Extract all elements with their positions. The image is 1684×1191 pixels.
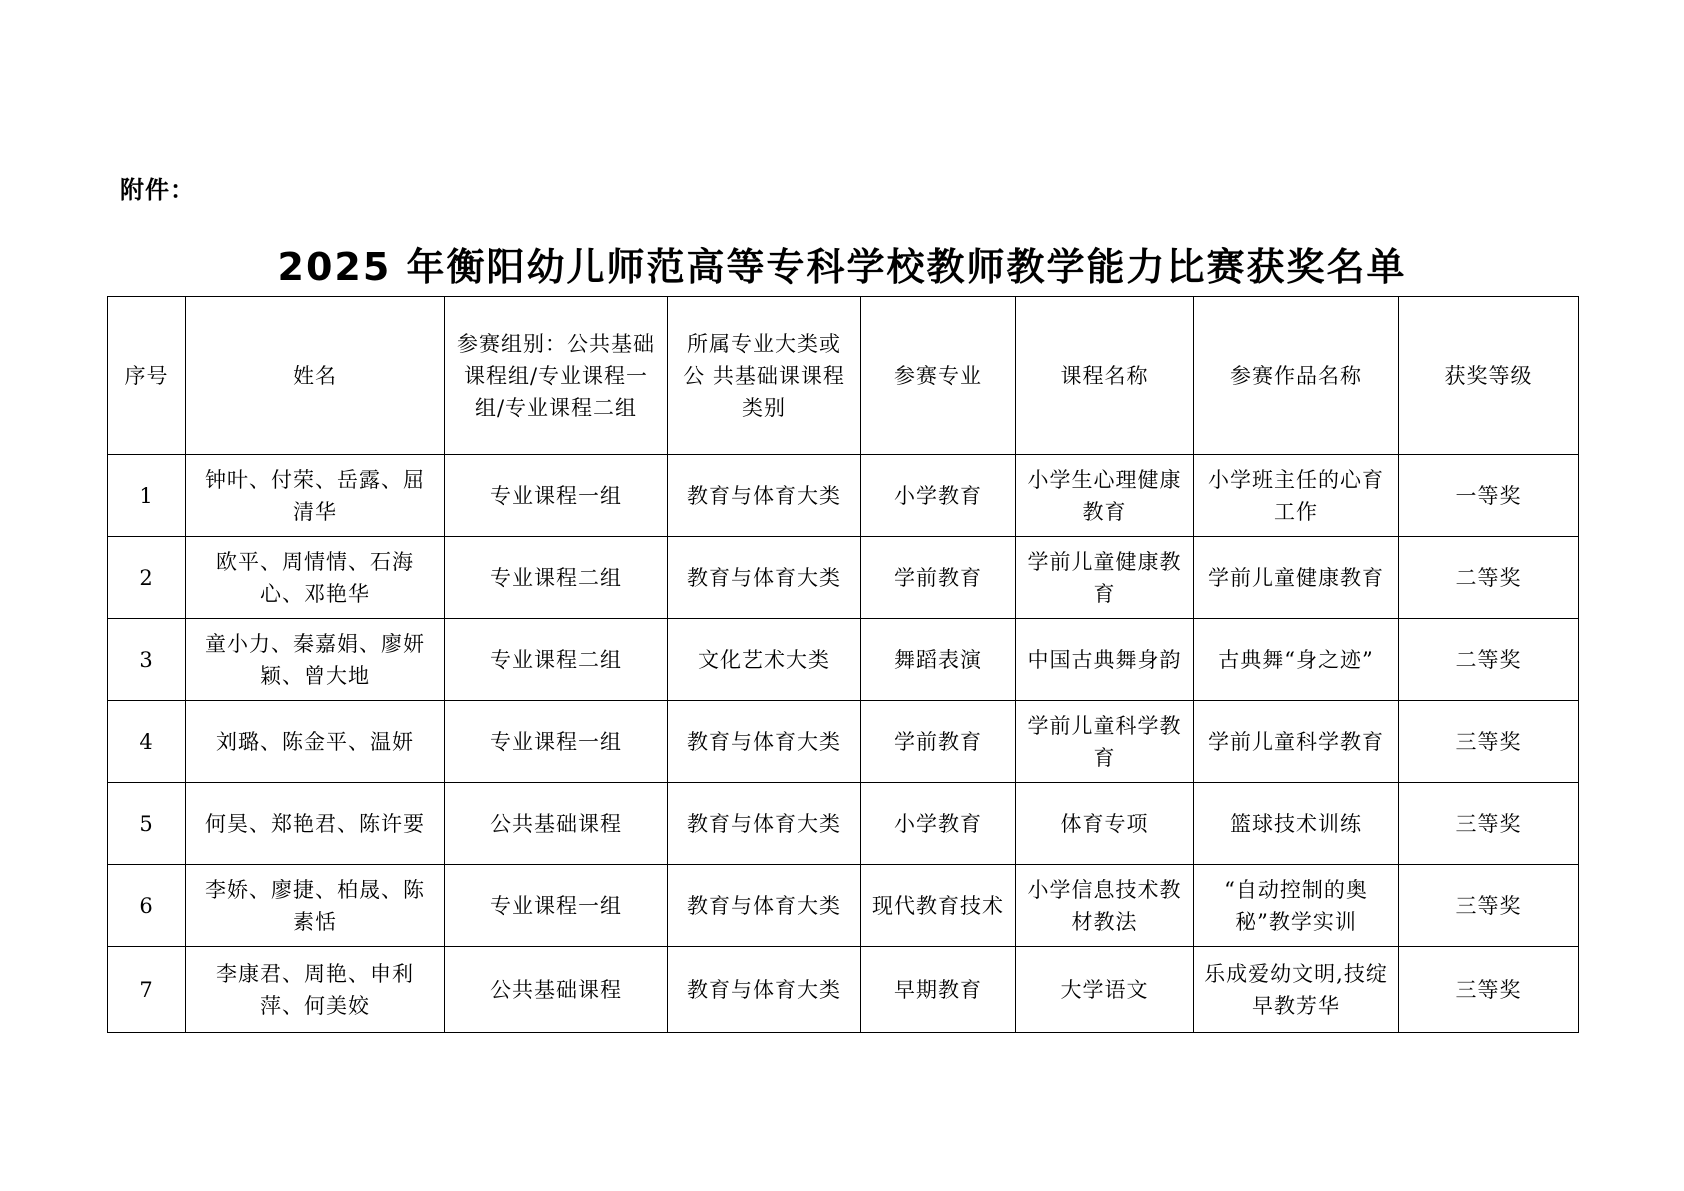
cell-names: 李康君、周艳、申利萍、何美姣 xyxy=(186,947,445,1033)
attachment-label: 附件： xyxy=(120,176,195,204)
cell-group: 公共基础课程 xyxy=(445,947,668,1033)
cell-group: 专业课程一组 xyxy=(445,701,668,783)
cell-award: 三等奖 xyxy=(1399,865,1579,947)
cell-work: 小学班主任的心育工作 xyxy=(1194,455,1399,537)
cell-names: 李娇、廖捷、柏晟、陈素恬 xyxy=(186,865,445,947)
cell-group: 专业课程一组 xyxy=(445,455,668,537)
table-row xyxy=(108,455,1579,537)
cell-names: 童小力、秦嘉娟、廖妍颖、曾大地 xyxy=(186,619,445,701)
awards-table xyxy=(107,296,1579,1033)
cell-major: 早期教育 xyxy=(861,947,1016,1033)
table-row xyxy=(108,619,1579,701)
table-row xyxy=(108,865,1579,947)
table-header-row xyxy=(108,297,1579,455)
cell-work: “自动控制的奥秘”教学实训 xyxy=(1194,865,1399,947)
cell-seq: 5 xyxy=(108,783,186,865)
cell-seq: 6 xyxy=(108,865,186,947)
cell-category: 教育与体育大类 xyxy=(668,783,861,865)
table-row xyxy=(108,701,1579,783)
header-cell-award: 获奖等级 xyxy=(1399,297,1579,455)
cell-course: 中国古典舞身韵 xyxy=(1016,619,1194,701)
cell-work: 学前儿童科学教育 xyxy=(1194,701,1399,783)
cell-course: 学前儿童健康教育 xyxy=(1016,537,1194,619)
cell-major: 学前教育 xyxy=(861,701,1016,783)
cell-seq: 1 xyxy=(108,455,186,537)
cell-course: 小学信息技术教材教法 xyxy=(1016,865,1194,947)
cell-course: 学前儿童科学教育 xyxy=(1016,701,1194,783)
cell-names: 刘璐、陈金平、温妍 xyxy=(186,701,445,783)
cell-award: 二等奖 xyxy=(1399,619,1579,701)
header-cell-name: 姓名 xyxy=(186,297,445,455)
cell-category: 教育与体育大类 xyxy=(668,947,861,1033)
cell-award: 一等奖 xyxy=(1399,455,1579,537)
header-cell-major: 参赛专业 xyxy=(861,297,1016,455)
cell-course: 小学生心理健康教育 xyxy=(1016,455,1194,537)
cell-seq: 3 xyxy=(108,619,186,701)
document-title: 2025 年衡阳幼儿师范高等专科学校教师教学能力比赛获奖名单 xyxy=(277,245,1407,289)
cell-major: 小学教育 xyxy=(861,455,1016,537)
header-cell-group: 参赛组别：公共基础课程组/专业课程一组/专业课程二组 xyxy=(445,297,668,455)
cell-category: 教育与体育大类 xyxy=(668,455,861,537)
cell-major: 小学教育 xyxy=(861,783,1016,865)
cell-award: 三等奖 xyxy=(1399,947,1579,1033)
cell-category: 教育与体育大类 xyxy=(668,865,861,947)
header-cell-seq: 序号 xyxy=(108,297,186,455)
table-row xyxy=(108,947,1579,1033)
cell-category: 文化艺术大类 xyxy=(668,619,861,701)
cell-category: 教育与体育大类 xyxy=(668,701,861,783)
cell-names: 钟叶、付荣、岳露、屈清华 xyxy=(186,455,445,537)
cell-names: 欧平、周情情、石海心、邓艳华 xyxy=(186,537,445,619)
cell-group: 专业课程一组 xyxy=(445,865,668,947)
cell-group: 专业课程二组 xyxy=(445,619,668,701)
cell-category: 教育与体育大类 xyxy=(668,537,861,619)
cell-major: 现代教育技术 xyxy=(861,865,1016,947)
table-row xyxy=(108,783,1579,865)
cell-major: 舞蹈表演 xyxy=(861,619,1016,701)
cell-award: 二等奖 xyxy=(1399,537,1579,619)
cell-seq: 2 xyxy=(108,537,186,619)
cell-major: 学前教育 xyxy=(861,537,1016,619)
header-cell-course: 课程名称 xyxy=(1016,297,1194,455)
header-cell-work: 参赛作品名称 xyxy=(1194,297,1399,455)
header-cell-category: 所属专业大类或公 共基础课课程类别 xyxy=(668,297,861,455)
cell-course: 体育专项 xyxy=(1016,783,1194,865)
cell-seq: 7 xyxy=(108,947,186,1033)
cell-award: 三等奖 xyxy=(1399,783,1579,865)
cell-seq: 4 xyxy=(108,701,186,783)
cell-work: 学前儿童健康教育 xyxy=(1194,537,1399,619)
cell-work: 乐成爱幼文明,技绽早教芳华 xyxy=(1194,947,1399,1033)
cell-names: 何昊、郑艳君、陈许要 xyxy=(186,783,445,865)
cell-work: 古典舞“身之迹” xyxy=(1194,619,1399,701)
cell-award: 三等奖 xyxy=(1399,701,1579,783)
cell-group: 专业课程二组 xyxy=(445,537,668,619)
cell-work: 篮球技术训练 xyxy=(1194,783,1399,865)
cell-group: 公共基础课程 xyxy=(445,783,668,865)
cell-course: 大学语文 xyxy=(1016,947,1194,1033)
table-row xyxy=(108,537,1579,619)
